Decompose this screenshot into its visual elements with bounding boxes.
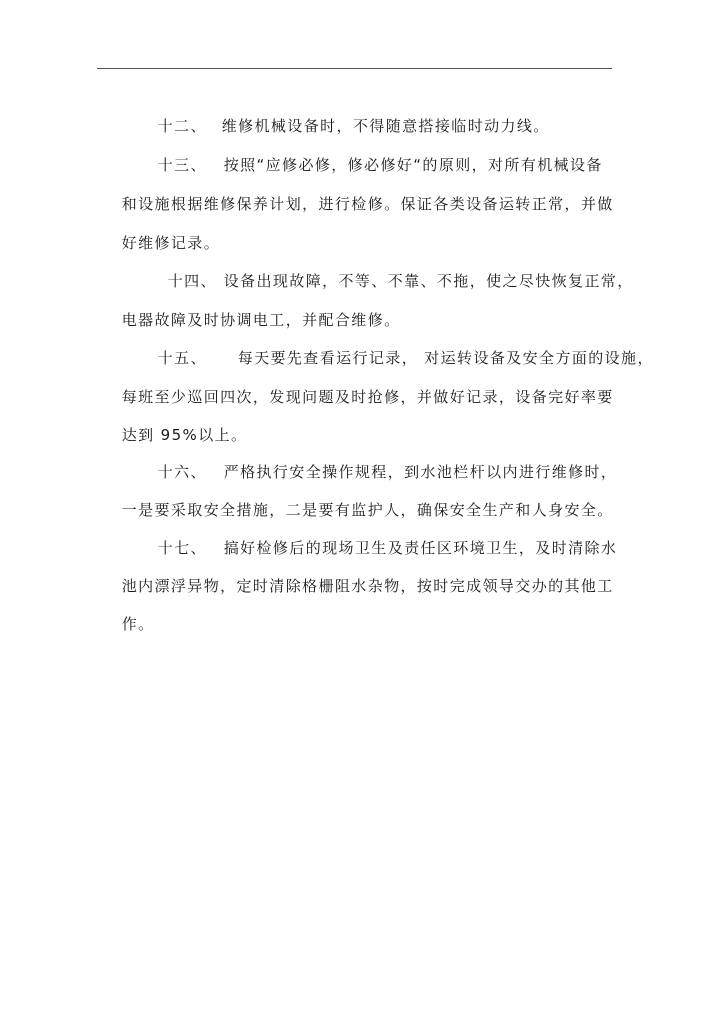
item-text: 设备出现故障，不等、不靠、不拖，使之尽快恢复正常， (223, 272, 634, 290)
item-text: 搞好检修后的现场卫生及责任区环境卫生，及时清除水 (223, 539, 618, 557)
item-text: 每班至少巡回四次，发现问题及时抢修，并做好记录，设备完好率要 (121, 388, 614, 406)
item-text: 电器故障及时协调电工，并配合维修。 (121, 311, 401, 329)
item-text: 一是要采取安全措施，二是要有监护人，确保安全生产和人身安全。 (121, 501, 614, 519)
item-text: 和设施根据维修保养计划，进行检修。保证各类设备运转正常，并做 (121, 195, 614, 213)
header-rule (97, 68, 612, 69)
item-text: 作。 (121, 615, 155, 633)
item-number: 十六、 (157, 463, 207, 481)
item-number: 十三、 (157, 156, 207, 174)
item-number: 十五、 (157, 349, 207, 367)
item-text: 好维修记录。 (121, 234, 221, 252)
item-text: 达到 95%以上。 (121, 426, 248, 444)
item-text: 池内漂浮异物，定时清除格栅阻水杂物，按时完成领导交办的其他工 (121, 577, 614, 595)
item-17-line-2 (97, 556, 614, 616)
item-number: 十七、 (157, 539, 207, 557)
item-text: 维修机械设备时，不得随意搭接临时动力线。 (221, 117, 550, 135)
item-17-line-3 (97, 594, 155, 654)
item-text: 按照“应修必修，修必修好“的原则，对所有机械设备 (223, 156, 603, 174)
item-text: 严格执行安全操作规程，到水池栏杆以内进行维修时， (223, 463, 618, 481)
item-text: 每天要先查看运行记录， 对运转设备及安全方面的设施， (237, 349, 654, 367)
item-number: 十四、 (167, 272, 217, 290)
item-number: 十二、 (157, 117, 207, 135)
